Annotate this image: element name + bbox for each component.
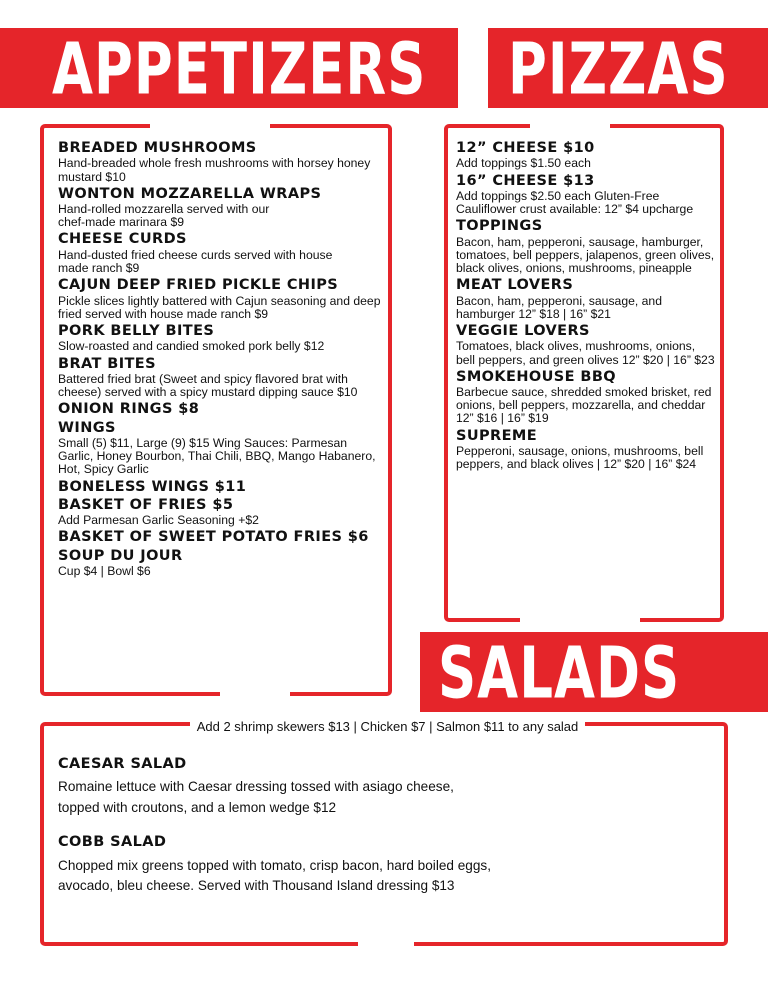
item-name: SUPREME — [456, 427, 538, 444]
item-name: BRAT BITES — [58, 355, 156, 372]
pizzas-banner — [488, 28, 768, 111]
item-name: TOPPINGS — [456, 218, 543, 235]
item-description: Romaine lettuce with Caesar dressing tossed with asiago cheese, topped with croutons, and a lemon wedge $12 — [58, 779, 454, 815]
menu-item — [58, 401, 388, 418]
item-description: Pepperoni, sausage, onions, mushrooms, bell peppers, and black olives | 12” $20 | 16” $24 — [456, 443, 704, 472]
salads-title: SALADS — [438, 632, 681, 715]
item-description: Add Parmesan Garlic Seasoning +$2 — [58, 513, 259, 528]
frame-gap — [220, 690, 290, 700]
appetizers-banner — [0, 28, 458, 111]
item-description: Hand-breaded whole fresh mushrooms with horsey honey mustard $10 — [58, 156, 371, 184]
item-name: 12” CHEESE $10 — [456, 140, 595, 156]
menu-item — [58, 323, 388, 354]
item-description: Barbecue sauce, shredded smoked brisket, red onions, bell peppers, mozzarella, and cheddar 12” $16 | 16” $19 — [456, 385, 712, 426]
menu-item — [58, 186, 388, 230]
item-name: SOUP DU JOUR — [58, 547, 183, 564]
item-description: Small (5) $11, Large (9) $15 Wing Sauces: Parmesan Garlic, Honey Bourbon, Thai Chili, BBQ, Mango Habanero, Hot, Spicy Garlic — [58, 436, 376, 477]
item-name: VEGGIE LOVERS — [456, 322, 590, 339]
menu-item — [456, 323, 718, 367]
item-name: MEAT LOVERS — [456, 277, 574, 294]
salads-banner — [420, 632, 768, 715]
menu-item — [58, 529, 388, 546]
item-name: BASKET OF SWEET POTATO FRIES $6 — [58, 529, 369, 546]
item-description: Pickle slices lightly battered with Cajun seasoning and deep fried served with house made ranch $9 — [58, 293, 381, 321]
menu-item — [456, 428, 718, 472]
frame-gap — [150, 120, 270, 130]
menu-item — [456, 173, 718, 217]
item-name: BREADED MUSHROOMS — [58, 140, 257, 156]
item-name: SMOKEHOUSE BBQ — [456, 368, 617, 385]
item-description: Add toppings $2.50 each Gluten-Free Cauliflower crust available: 12” $4 upcharge — [456, 188, 694, 217]
item-description: Cup $4 | Bowl $6 — [58, 564, 151, 579]
frame-gap — [358, 940, 414, 950]
item-name: BASKET OF FRIES $5 — [58, 496, 234, 513]
menu-item — [456, 277, 718, 321]
pizzas-title: PIZZAS — [508, 28, 729, 111]
item-description: Add toppings $1.50 each — [456, 156, 591, 171]
menu-item — [58, 356, 388, 400]
item-description: Battered fried brat (Sweet and spicy flavored brat with cheese) served with a spicy mustard dipping sauce $10 — [58, 371, 358, 400]
item-description: Tomatoes, black olives, mushrooms, onions, bell peppers, and green olives 12” $20 | 16” $23 — [456, 339, 715, 367]
menu-item — [58, 497, 388, 528]
item-name: CHEESE CURDS — [58, 231, 187, 248]
appetizers-title: APPETIZERS — [52, 28, 427, 111]
menu-item — [58, 277, 388, 321]
frame-gap — [520, 616, 640, 626]
item-description: Slow-roasted and candied smoked pork belly $12 — [58, 339, 325, 354]
menu-item — [58, 548, 388, 579]
item-name: CAESAR SALAD — [58, 756, 187, 772]
item-name: BONELESS WINGS $11 — [58, 478, 247, 495]
salads-list — [58, 756, 508, 912]
salad-addons-note: Add 2 shrimp skewers $13 | Chicken $7 | Salmon $11 to any salad — [190, 719, 585, 734]
menu-item — [456, 140, 718, 171]
item-description: Chopped mix greens topped with tomato, crisp bacon, hard boiled eggs, avocado, bleu cheese. Served with Thousand Island dressing $13 — [58, 857, 491, 893]
frame-gap — [530, 120, 610, 130]
menu-item — [58, 479, 388, 496]
item-name: 16” CHEESE $13 — [456, 172, 595, 189]
item-description: Hand-dusted fried cheese curds served with house made ranch $9 — [58, 247, 333, 276]
menu-item — [58, 140, 388, 184]
item-name: ONION RINGS $8 — [58, 401, 200, 418]
menu-item — [456, 218, 718, 275]
menu-item — [58, 231, 388, 275]
pizzas-list — [456, 140, 718, 473]
item-name: COBB SALAD — [58, 834, 167, 851]
menu-item — [456, 369, 718, 426]
item-name: WONTON MOZZARELLA WRAPS — [58, 185, 322, 202]
menu-item — [58, 420, 388, 477]
menu-item — [58, 756, 508, 818]
item-name: PORK BELLY BITES — [58, 322, 215, 339]
item-description: Bacon, ham, pepperoni, sausage, hamburger, tomatoes, bell peppers, jalapenos, green olives, black olives, onions, mushrooms, pineapple — [456, 234, 715, 276]
item-description: Hand-rolled mozzarella served with our chef-made marinara $9 — [58, 202, 270, 230]
item-name: WINGS — [58, 419, 116, 436]
item-description: Bacon, ham, pepperoni, sausage, and hamburger 12” $18 | 16” $21 — [456, 293, 662, 321]
item-name: CAJUN DEEP FRIED PICKLE CHIPS — [58, 277, 339, 294]
appetizers-list — [58, 140, 388, 580]
menu-item — [58, 834, 508, 896]
